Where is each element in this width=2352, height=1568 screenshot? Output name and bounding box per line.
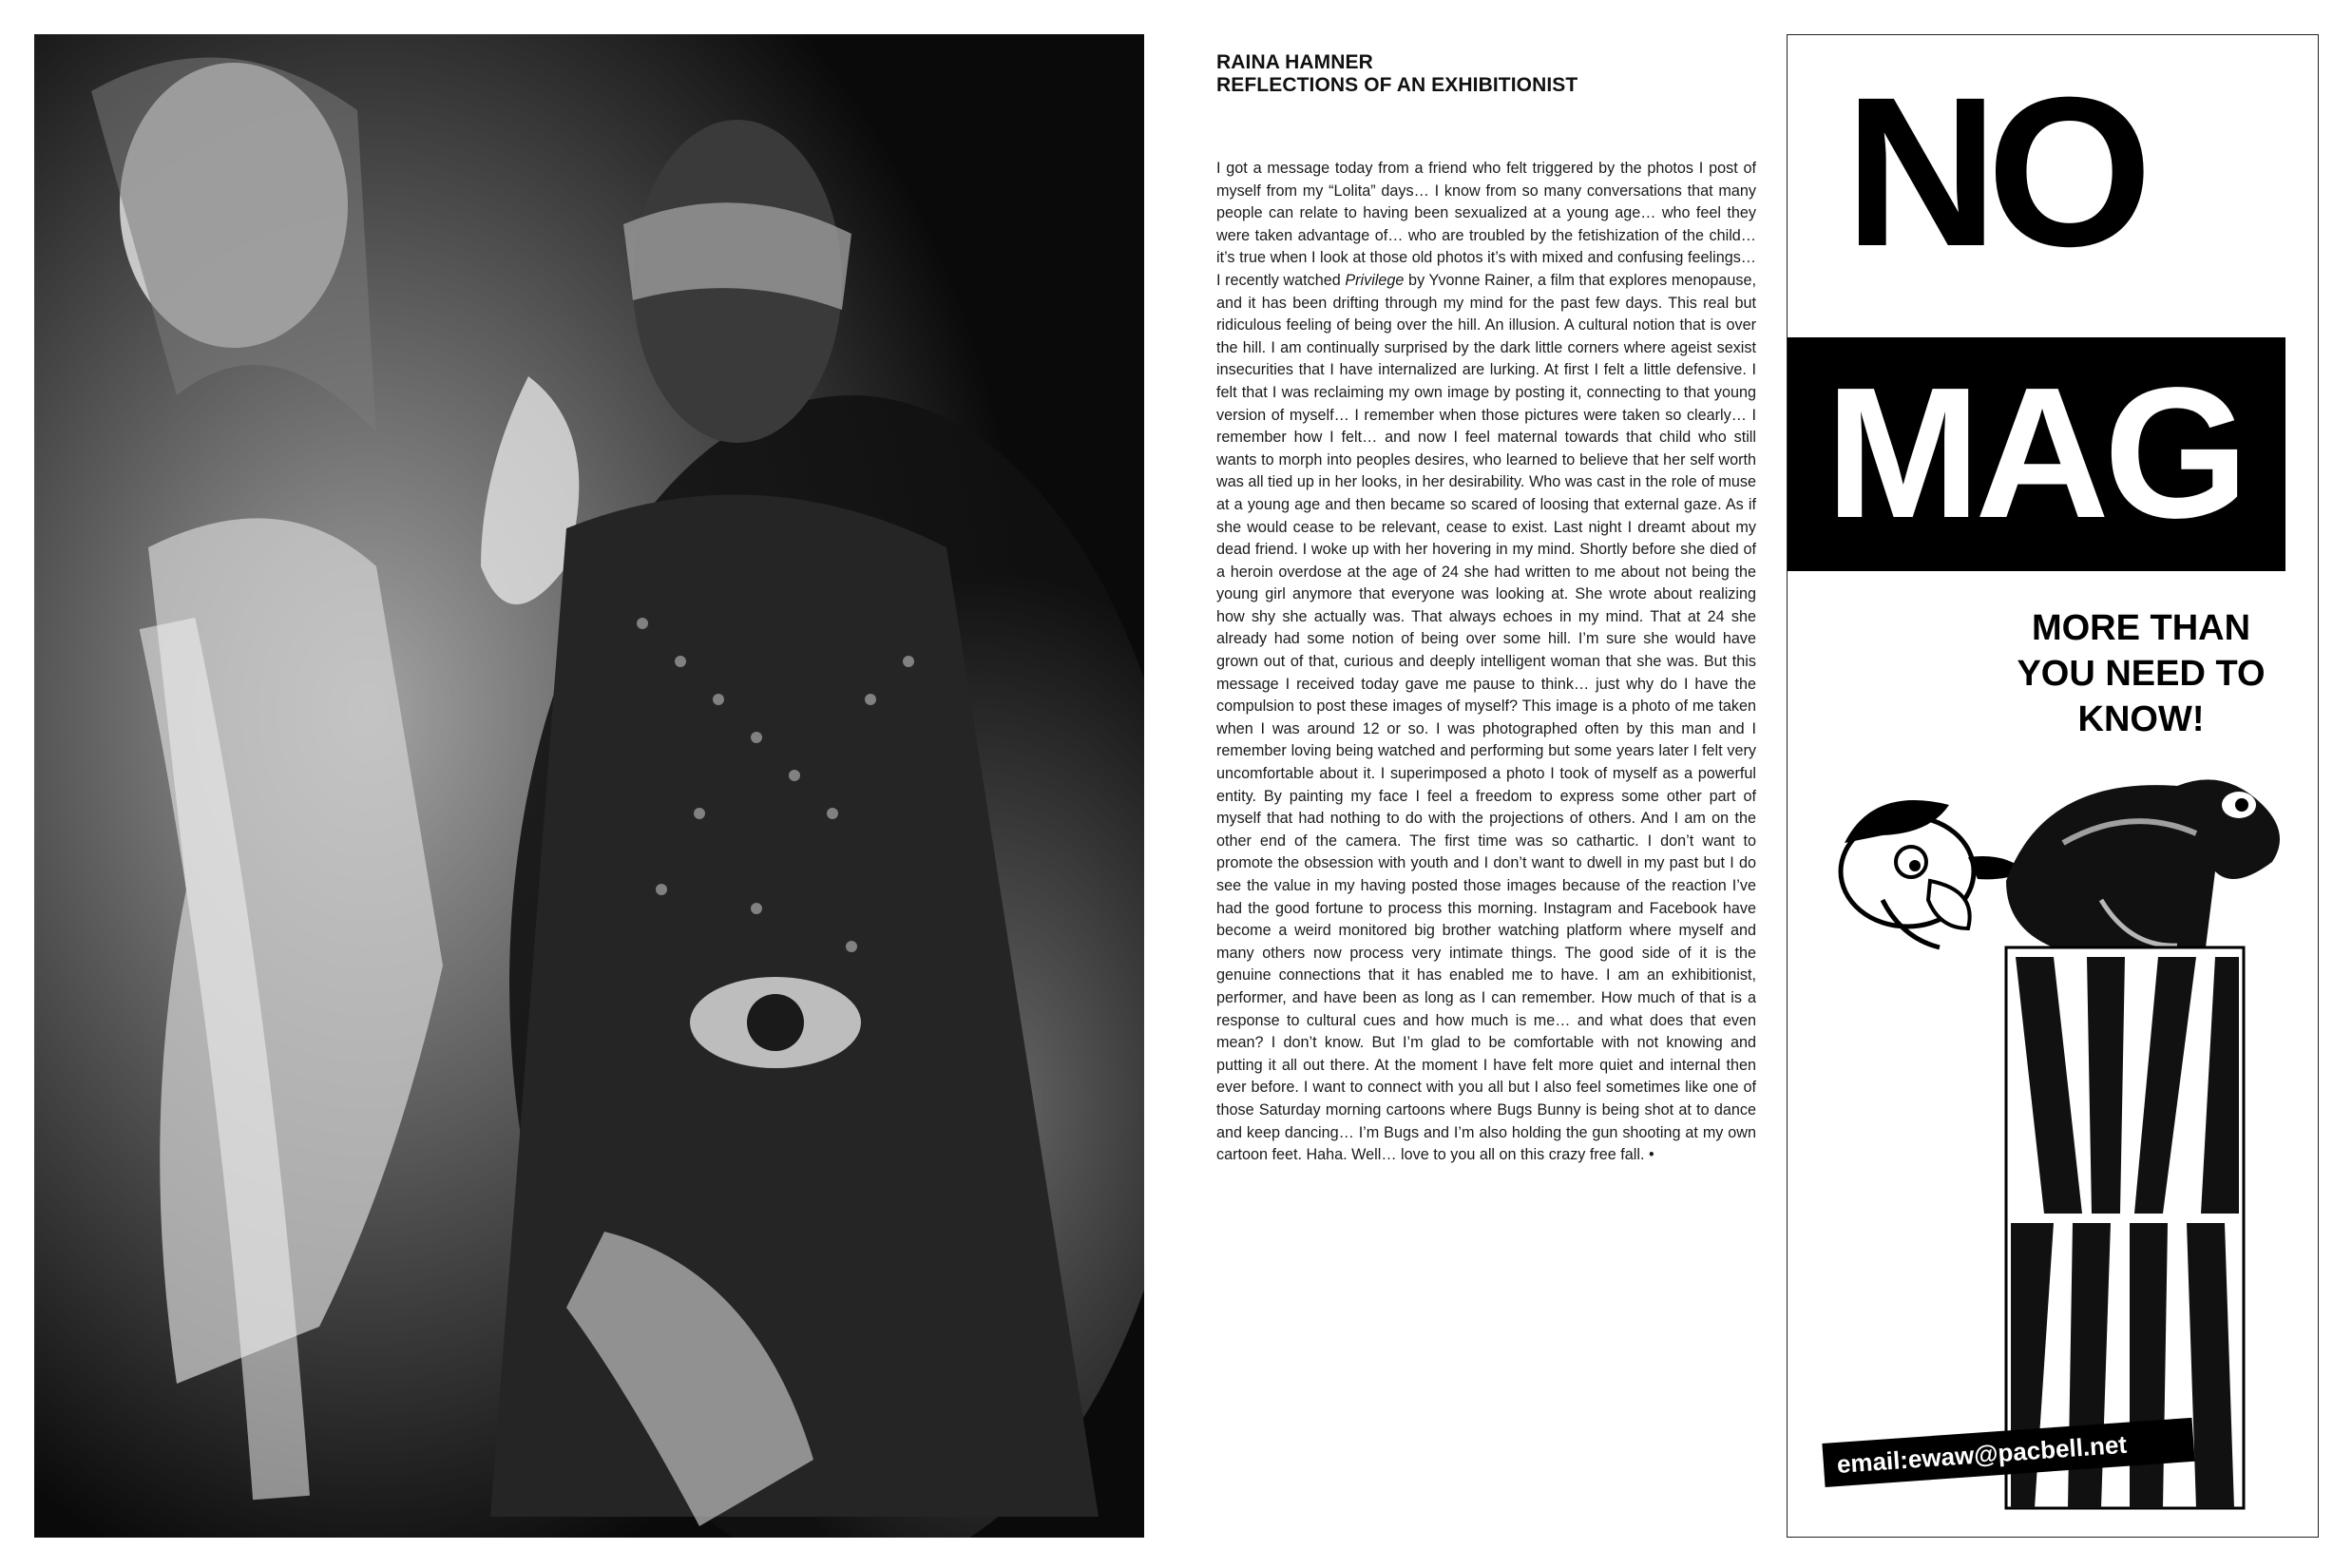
frog-icon (2006, 779, 2280, 947)
article (1216, 51, 1756, 1534)
article-headline: REFLECTIONS OF AN EXHIBITIONIST (1216, 74, 1578, 96)
article-body-part-2: by Yvonne Rainer, a film that explores menopause, and it has been drifting through my mind for the past few days. This real but ridiculous feeling of being over the hill. An illusion. A cultural notion that is over the hill. I am continually surprised by the dark little corners where ageist sexist insecurities that I have internalized are lurking. At first I felt a little defensive. I felt that I was reclaiming my own image by posting it, connecting to that young version of myself… I remember when those pictures were taken so clearly… I remember how I felt… and now I feel maternal towards that child who still wants to morph into peoples desires, who learned to believe that her self worth was all tied up in her looks, in her desirability. Who was cast in the role of muse at a young age and then became so scared of loosing that external gaze. As if she would cease to be relevant, cease to exist. Last night I dreamt about my dead friend. I woke up with her hovering in my mind. Shortly before she died of a heroin overdose at the age of 24 she had written to me about not being the young girl anymore that everyone was looking at. She wrote about realizing how shy she actually was. That always echoes in my mind. That at 24 she already had some notion of being over some hill. I’m sure she would have grown out of that, curious and deeply intelligent woman that she was. But this message I received today gave me pause to think… just why do I have the compulsion to post these images of myself? This image is a photo of me taken when I was around 12 or so. I was photographed often by this man and I remember loving being watched and performing but some years later I felt very uncomfortable about it. I superimposed a photo I took of myself as a powerful entity. By painting my face I feel a freedom to express some other part of myself that had nothing to do with the projections of others. And I am on the other end of the camera. The first time was so cathartic. I don’t want to promote the obsession with youth and I don’t want to dwell in my past but I do see the value in my having posted those images because of the reaction I’ve had the good fortune to process this morning. Instagram and Facebook have become a weird monitored big brother watching platform where myself and many others now process very intimate things. The good side of it is the genuine connections that it has enabled me to have. I am an exhibitionist, performer, and have been as long as I can remember. How much of that is a response to cultural cues and how much is me… and what does that even mean? I don’t know. But I’m glad to be comfortable with not knowing and putting it all out there. At the moment I have felt more quiet and internal then ever before. I want to connect with you all but I also feel sometimes like one of those Saturday morning cartoons where Bugs Bunny is being shot at to dance and keep dancing… I’m Bugs and I’m also holding the gun shooting at my own cartoon feet. Haha. Well… love to you all on this crazy free fall. • (1216, 271, 1756, 1164)
author-byline: RAINA HAMNER (1216, 51, 1373, 73)
contact-email[interactable]: email:ewaw@pacbell.net (1835, 1429, 2128, 1479)
tagline-line-1: MORE THAN (2031, 608, 2251, 648)
ad-title-mag: MAG (1826, 349, 2244, 557)
ad-title-no: NO (1845, 53, 2141, 291)
tagline-line-2: YOU NEED TO (2017, 654, 2266, 694)
ad-tagline (1998, 605, 2284, 742)
tagline-line-3: KNOW! (2077, 699, 2205, 739)
collage-photo (34, 34, 1144, 1538)
cartoon-head-icon (1841, 800, 2025, 947)
film-title: Privilege (1345, 271, 1405, 289)
frog-and-cartoon-head-illustration (1816, 767, 2303, 1518)
ad-title-mag-block (1788, 337, 2285, 571)
article-body-part-1: I got a message today from a friend who felt triggered by the photos I post of myself from my “Lolita” days… I know from so many conversations that many people can relate to having been sexualized at a young age… who feel they were taken advantage of… who are troubled by the fetishization of the child… it’s true when I look at those old photos it’s with mixed and confusing feelings… I recently watched (1216, 160, 1756, 289)
no-mag-advertisement (1787, 34, 2319, 1538)
photo-artwork (34, 34, 1144, 1538)
article-body (1216, 158, 1756, 1167)
